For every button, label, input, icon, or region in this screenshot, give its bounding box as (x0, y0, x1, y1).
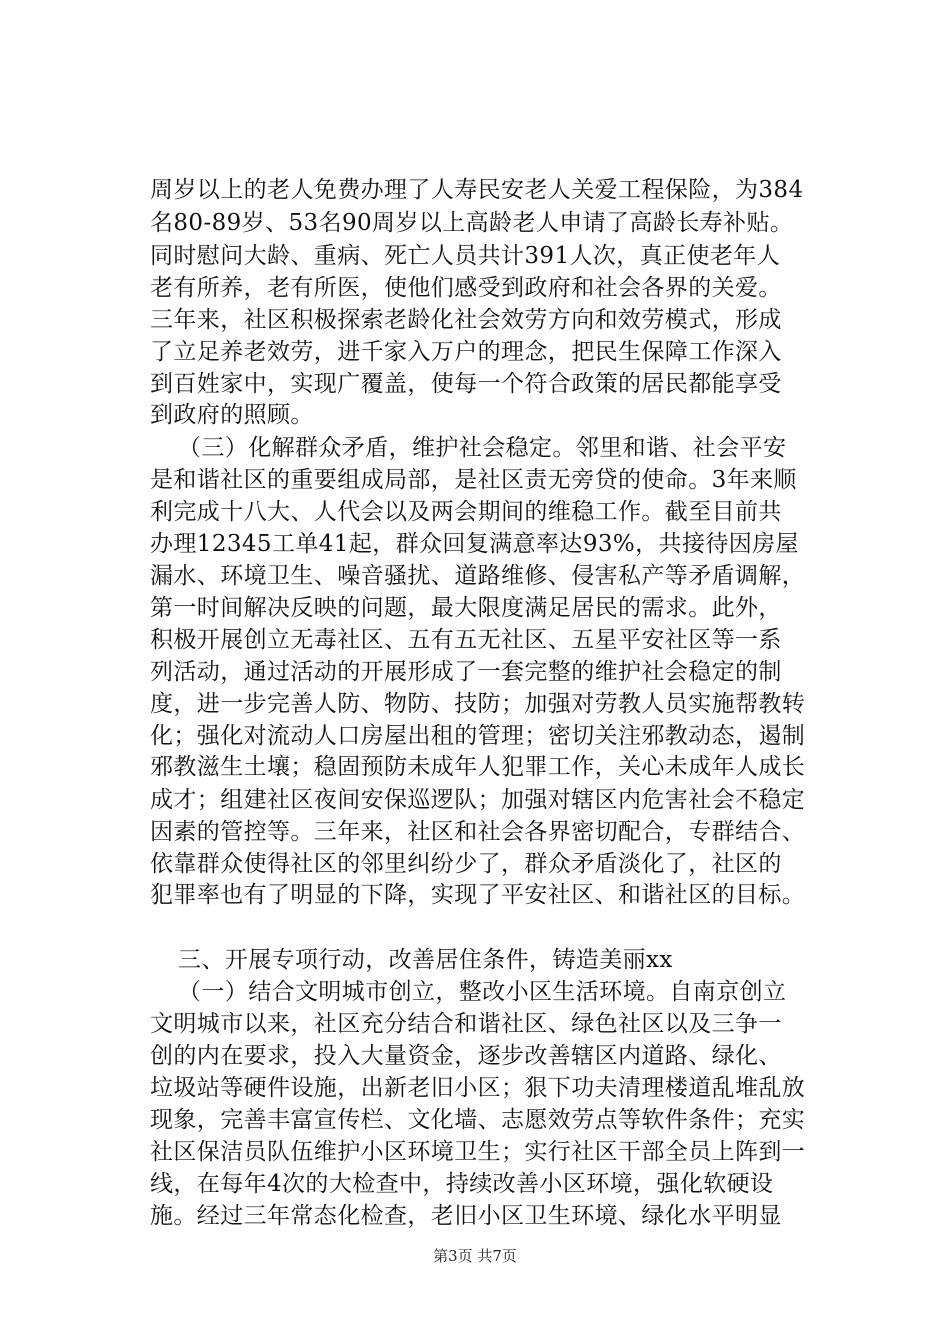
paragraph-line: 三年来，社区积极探索老龄化社会效劳方向和效劳模式，形成 (150, 307, 782, 333)
paragraph-line: 线，在每年4次的大检查中，持续改善小区环境，强化软硬设 (150, 1171, 774, 1197)
paragraph-line: （一）结合文明城市创立，整改小区生活环境。自南京创立 (178, 979, 787, 1005)
paragraph-line: 因素的管控等。三年来，社区和社会各界密切配合，专群结合、 (150, 819, 806, 845)
paragraph-line: （三）化解群众矛盾，维护社会稳定。邻里和谐、社会平安 (178, 435, 787, 461)
paragraph-line: 三、开展专项行动，改善居住条件，铸造美丽xx (178, 947, 673, 973)
paragraph-line: 到百姓家中，实现广覆盖，使每一个符合政策的居民都能享受 (150, 371, 782, 397)
paragraph-line: 了立足养老效劳，进千家入万户的理念，把民生保障工作深入 (150, 339, 782, 365)
paragraph-line: 是和谐社区的重要组成局部，是社区责无旁贷的使命。3年来顺 (150, 467, 797, 493)
paragraph-line: 化；强化对流动人口房屋出租的管理；密切关注邪教动态，遏制 (150, 723, 806, 749)
paragraph-line: 垃圾站等硬件设施，出新老旧小区；狠下功夫清理楼道乱堆乱放 (150, 1075, 806, 1101)
paragraph-line: 第一时间解决反映的问题，最大限度满足居民的需求。此外， (150, 595, 782, 621)
paragraph-line: 漏水、环境卫生、噪音骚扰、道路维修、侵害私产等矛盾调解， (150, 563, 806, 589)
paragraph-line: 创的内在要求，投入大量资金，逐步改善辖区内道路、绿化、 (150, 1043, 782, 1069)
paragraph-line: 名80-89岁、53名90周岁以上高龄老人申请了高龄长寿补贴。 (150, 210, 794, 236)
paragraph-line: 到政府的照顾。 (150, 402, 314, 428)
page-number-footer: 第3页 共7页 (433, 1247, 517, 1265)
paragraph-line: 邪教滋生土壤；稳固预防未成年人犯罪工作，关心未成年人成长 (150, 754, 806, 780)
paragraph-line: 度，进一步完善人防、物防、技防；加强对劳教人员实施帮教转 (150, 691, 806, 717)
paragraph-line: 施。经过三年常态化检查，老旧小区卫生环境、绿化水平明显 (150, 1203, 782, 1229)
paragraph-line: 积极开展创立无毒社区、五有五无社区、五星平安社区等一系 (150, 627, 782, 653)
paragraph-line: 周岁以上的老人免费办理了人寿民安老人关爱工程保险，为384 (150, 177, 804, 203)
paragraph-line: 依靠群众使得社区的邻里纠纷少了，群众矛盾淡化了，社区的 (150, 851, 782, 877)
paragraph-line: 犯罪率也有了明显的下降，实现了平安社区、和谐社区的目标。 (150, 882, 806, 908)
paragraph-line: 老有所养，老有所医，使他们感受到政府和社会各界的关爱。 (150, 275, 782, 301)
paragraph-line: 同时慰问大龄、重病、死亡人员共计391人次，真正使老年人 (150, 243, 781, 269)
paragraph-line: 文明城市以来，社区充分结合和谐社区、绿色社区以及三争一 (150, 1011, 782, 1037)
paragraph-line: 社区保洁员队伍维护小区环境卫生；实行社区干部全员上阵到一 (150, 1139, 806, 1165)
paragraph-line: 利完成十八大、人代会以及两会期间的维稳工作。截至目前共 (150, 499, 782, 525)
paragraph-line: 列活动，通过活动的开展形成了一套完整的维护社会稳定的制 (150, 659, 782, 685)
paragraph-line: 成才；组建社区夜间安保巡逻队；加强对辖区内危害社会不稳定 (150, 787, 806, 813)
paragraph-line: 办理12345工单41起，群众回复满意率达93%，共接待因房屋 (150, 531, 799, 557)
paragraph-line: 现象，完善丰富宣传栏、文化墙、志愿效劳点等软件条件；充实 (150, 1107, 806, 1133)
